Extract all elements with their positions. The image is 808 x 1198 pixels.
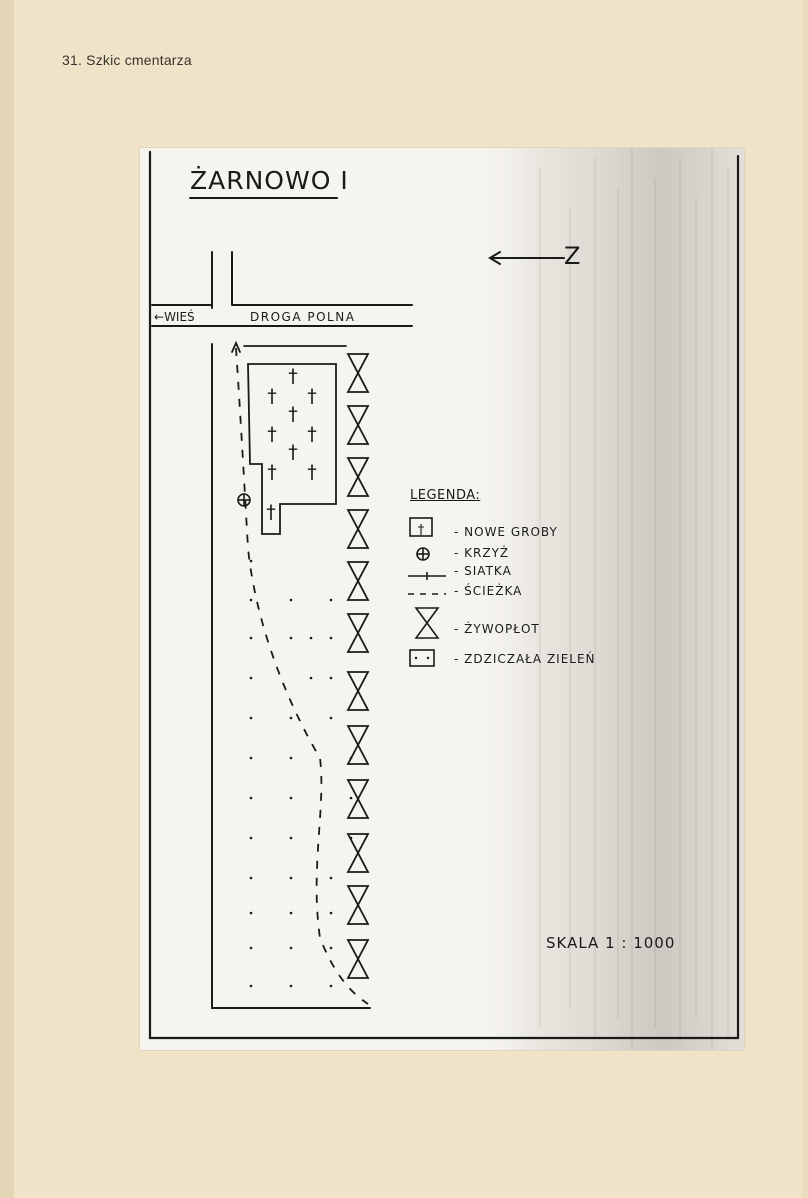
legend-item-cross: - KRZYŻ (454, 546, 510, 560)
path-line (236, 348, 368, 1004)
cemetery-sketch (140, 148, 744, 1050)
village-name: WIEŚ (164, 310, 195, 324)
hedge-icon (416, 608, 438, 638)
svg-text:†: † (307, 423, 317, 445)
legend-symbols (408, 518, 446, 666)
wild-green-icon (410, 650, 434, 666)
svg-text:†: † (267, 423, 277, 445)
svg-text:†: † (267, 461, 277, 483)
legend-item-hedge: - ŻYWOPŁOT (454, 622, 540, 636)
svg-text:†: † (288, 403, 298, 425)
legend (410, 488, 480, 503)
svg-text:†: † (288, 365, 298, 387)
arrow-left-icon: ← (154, 310, 165, 324)
figure-caption: 31. Szkic cmentarza (62, 52, 192, 68)
village-label (154, 310, 195, 324)
legend-item-fence: - SIATKA (454, 564, 512, 578)
cross-circle-icon (238, 494, 250, 506)
map-title: ŻARNOWO I (190, 166, 349, 195)
map-frame (150, 152, 738, 1038)
north-arrow-label: Z (564, 242, 581, 270)
map-sheet (140, 148, 744, 1050)
scale-label: SKALA 1 : 1000 (546, 934, 676, 952)
legend-item-wild-green: - ZDZICZAŁA ZIELEŃ (454, 652, 596, 666)
legend-title: LEGENDA: (410, 488, 481, 503)
svg-text:†: † (417, 523, 425, 538)
legend-item-new-graves: - NOWE GROBY (454, 525, 558, 539)
hedge-column (348, 354, 368, 978)
svg-text:†: † (267, 385, 277, 407)
road-label: DROGA POLNA (250, 310, 356, 324)
grave-crosses (266, 365, 317, 523)
svg-text:†: † (266, 501, 276, 523)
legend-item-path: - ŚCIEŻKA (454, 584, 523, 598)
svg-text:†: † (307, 461, 317, 483)
svg-text:†: † (307, 385, 317, 407)
svg-text:†: † (288, 441, 298, 463)
wild-green-dots (250, 560, 353, 988)
